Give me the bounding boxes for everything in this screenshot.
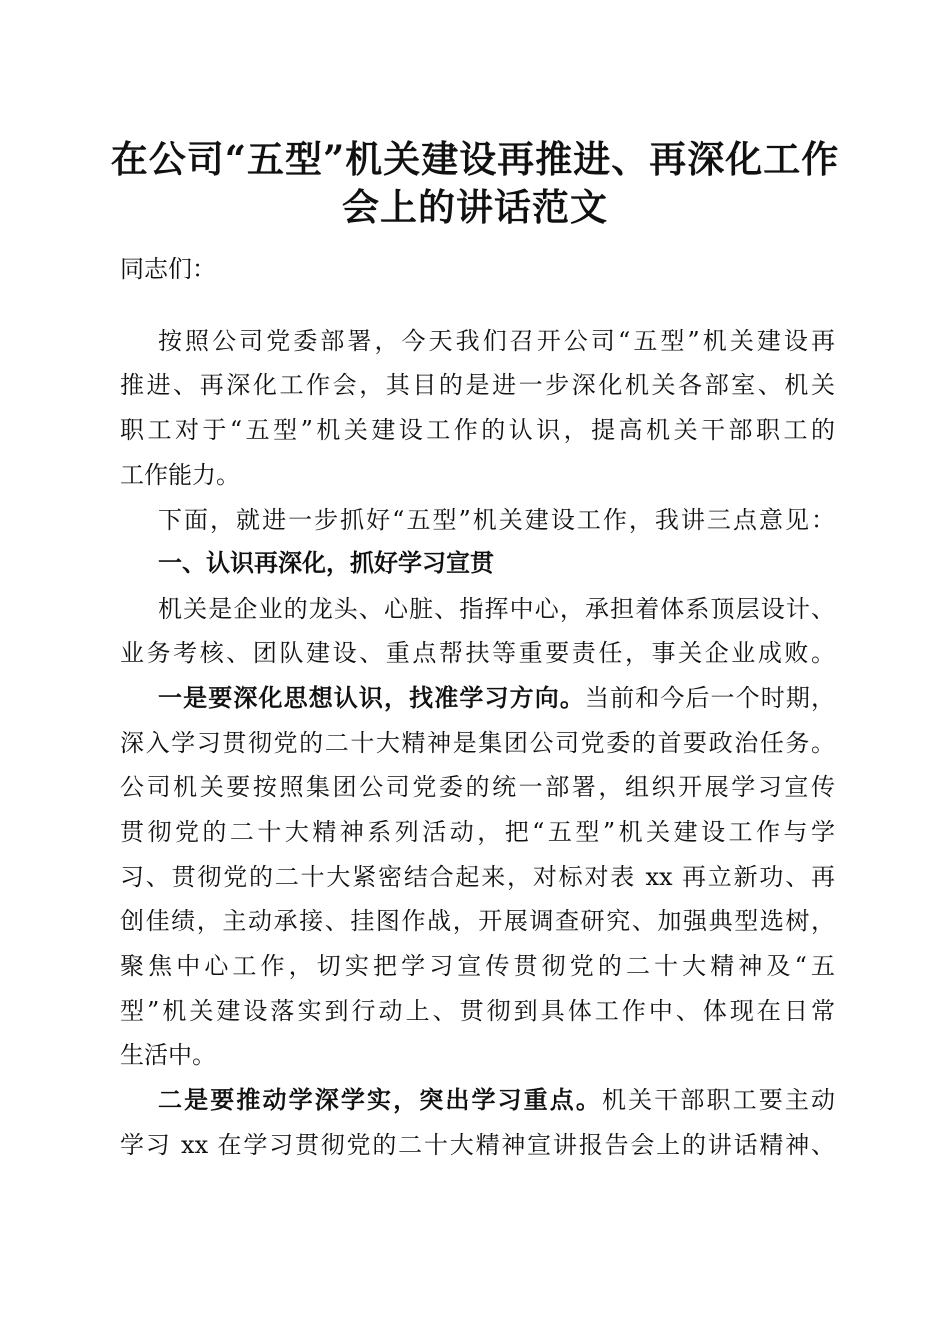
document-title-line-2: 会上的讲话范文 [342, 185, 608, 229]
paragraph-4-first-rest: 当前和今后一个时期， [584, 684, 836, 712]
paragraph-1-line-2: 推进、再深化工作会，其目的是进一步深化机关各部室、机关 [120, 371, 835, 399]
paragraph-4-line-8: 型”机关建设落实到行动上、贯彻到具体工作中、体现在日常 [120, 997, 835, 1025]
paragraph-4-line-5: 习、贯彻党的二十大紧密结合起来，对标对表 xx 再立新功、再 [120, 863, 835, 891]
document-title-line-1: 在公司“五型”机关建设再推进、再深化工作 [110, 137, 840, 181]
paragraph-5-line-2: 学习 xx 在学习贯彻党的二十大精神宣讲报告会上的讲话精神、 [120, 1131, 835, 1159]
paragraph-4-line-3: 公司机关要按照集团公司党委的统一部署，组织开展学习宣传 [120, 773, 835, 801]
section-heading-1: 一、认识再深化，抓好学习宣贯 [158, 549, 494, 577]
paragraph-1-line-4: 工作能力。 [120, 461, 240, 489]
paragraph-5-lead: 二是要推动学深学实，突出学习重点。 [158, 1085, 603, 1114]
salutation: 同志们： [120, 255, 216, 283]
paragraph-4-line-6: 创佳绩，主动承接、挂图作战，开展调查研究、加强典型选树， [120, 907, 835, 935]
paragraph-2: 下面，就进一步抓好“五型”机关建设工作，我讲三点意见： [158, 506, 835, 534]
paragraph-4-line-4: 贯彻党的二十大精神系列活动，把“五型”机关建设工作与学 [120, 818, 835, 846]
paragraph-1-line-3: 职工对于“五型”机关建设工作的认识，提高机关干部职工的 [120, 416, 835, 444]
paragraph-4-line-1 [158, 683, 835, 713]
paragraph-3-line-2: 业务考核、团队建设、重点帮扶等重要责任，事关企业成败。 [120, 639, 835, 667]
paragraph-4-line-2: 深入学习贯彻党的二十大精神是集团公司党委的首要政治任务。 [120, 729, 835, 757]
paragraph-5-first-rest: 机关干部职工要主动 [602, 1086, 836, 1114]
paragraph-5-line-1 [158, 1085, 835, 1115]
paragraph-3-line-1: 机关是企业的龙头、心脏、指挥中心，承担着体系顶层设计、 [158, 595, 835, 623]
paragraph-4-line-7: 聚焦中心工作，切实把学习宣传贯彻党的二十大精神及“五 [120, 952, 835, 980]
paragraph-1-line-1: 按照公司党委部署，今天我们召开公司“五型”机关建设再 [158, 327, 835, 355]
paragraph-4-lead: 一是要深化思想认识，找准学习方向。 [158, 683, 585, 712]
paragraph-4-line-9: 生活中。 [120, 1041, 216, 1069]
